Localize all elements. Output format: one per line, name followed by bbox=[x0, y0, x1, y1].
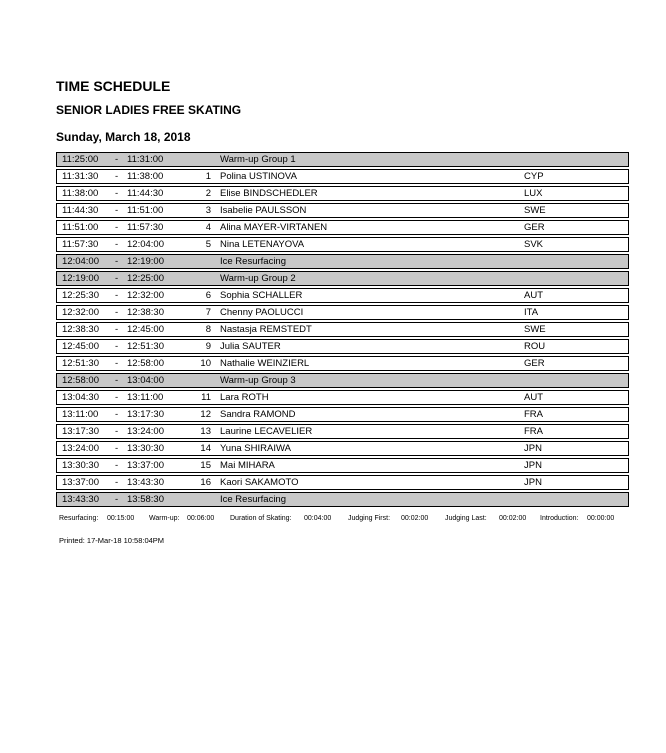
time-separator: - bbox=[115, 358, 119, 369]
break-label: Warm-up Group 3 bbox=[220, 375, 296, 386]
start-number: 13 bbox=[200, 426, 211, 437]
nation-code: GER bbox=[524, 222, 545, 233]
skater-name: Kaori SAKAMOTO bbox=[220, 477, 299, 488]
skater-name: Mai MIHARA bbox=[220, 460, 275, 471]
start-number: 10 bbox=[200, 358, 211, 369]
time-separator: - bbox=[115, 171, 119, 182]
end-time: 13:17:30 bbox=[127, 409, 164, 420]
printed-timestamp: Printed: 17-Mar-18 10:58:04PM bbox=[59, 536, 165, 545]
start-number: 16 bbox=[200, 477, 211, 488]
start-time: 13:43:30 bbox=[62, 494, 99, 505]
page-title: TIME SCHEDULE bbox=[56, 78, 171, 94]
start-time: 11:51:00 bbox=[62, 222, 99, 233]
time-separator: - bbox=[115, 460, 119, 471]
schedule-skater-row bbox=[56, 339, 629, 354]
start-number: 14 bbox=[200, 443, 211, 454]
end-time: 13:04:00 bbox=[127, 375, 164, 386]
time-separator: - bbox=[115, 188, 119, 199]
start-number: 11 bbox=[201, 392, 211, 403]
schedule-skater-row bbox=[56, 288, 629, 303]
time-separator: - bbox=[115, 205, 119, 216]
start-time: 13:11:00 bbox=[62, 409, 99, 420]
schedule-table bbox=[56, 152, 629, 509]
end-time: 12:25:00 bbox=[127, 273, 164, 284]
start-number: 7 bbox=[205, 307, 211, 318]
skater-name: Julia SAUTER bbox=[220, 341, 281, 352]
end-time: 13:24:00 bbox=[127, 426, 164, 437]
schedule-skater-row bbox=[56, 169, 629, 184]
time-separator: - bbox=[115, 392, 119, 403]
end-time: 13:58:30 bbox=[127, 494, 164, 505]
nation-code: GER bbox=[524, 358, 545, 369]
start-time: 12:51:30 bbox=[62, 358, 99, 369]
event-date: Sunday, March 18, 2018 bbox=[56, 130, 191, 144]
schedule-skater-row bbox=[56, 390, 629, 405]
start-time: 12:58:00 bbox=[62, 375, 99, 386]
start-number: 1 bbox=[205, 171, 211, 182]
skater-name: Alina MAYER-VIRTANEN bbox=[220, 222, 328, 233]
schedule-break-row bbox=[56, 373, 629, 388]
time-separator: - bbox=[115, 239, 119, 250]
skater-name: Chenny PAOLUCCI bbox=[220, 307, 304, 318]
nation-code: ITA bbox=[524, 307, 539, 318]
start-number: 12 bbox=[200, 409, 211, 420]
end-time: 12:19:00 bbox=[127, 256, 164, 267]
start-number: 5 bbox=[205, 239, 211, 250]
start-time: 12:38:30 bbox=[62, 324, 99, 335]
resurfacing-label: Resurfacing: bbox=[59, 515, 99, 522]
end-time: 11:31:00 bbox=[127, 154, 164, 165]
start-time: 13:24:00 bbox=[62, 443, 99, 454]
start-time: 11:44:30 bbox=[62, 205, 99, 216]
start-time: 12:32:00 bbox=[62, 307, 99, 318]
skater-name: Sophia SCHALLER bbox=[220, 290, 303, 301]
introduction-value: 00:00:00 bbox=[587, 515, 615, 522]
skater-name: Nathalie WEINZIERL bbox=[220, 358, 310, 369]
start-number: 4 bbox=[205, 222, 211, 233]
schedule-skater-row bbox=[56, 441, 629, 456]
duration-value: 00:04:00 bbox=[304, 515, 332, 522]
start-number: 9 bbox=[205, 341, 211, 352]
schedule-break-row bbox=[56, 254, 629, 269]
time-separator: - bbox=[115, 307, 119, 318]
time-separator: - bbox=[115, 273, 119, 284]
break-label: Warm-up Group 2 bbox=[220, 273, 296, 284]
nation-code: AUT bbox=[524, 392, 543, 403]
schedule-skater-row bbox=[56, 356, 629, 371]
time-separator: - bbox=[115, 324, 119, 335]
end-time: 12:45:00 bbox=[127, 324, 164, 335]
start-time: 11:38:00 bbox=[62, 188, 99, 199]
break-label: Ice Resurfacing bbox=[220, 256, 287, 267]
nation-code: SWE bbox=[524, 205, 546, 216]
time-separator: - bbox=[115, 222, 119, 233]
end-time: 12:04:00 bbox=[127, 239, 164, 250]
end-time: 13:30:30 bbox=[127, 443, 164, 454]
schedule-skater-row bbox=[56, 203, 629, 218]
nation-code: ROU bbox=[524, 341, 546, 352]
end-time: 13:11:00 bbox=[127, 392, 164, 403]
nation-code: LUX bbox=[524, 188, 543, 199]
time-separator: - bbox=[115, 409, 119, 420]
start-time: 12:25:30 bbox=[62, 290, 99, 301]
start-number: 6 bbox=[205, 290, 211, 301]
nation-code: SVK bbox=[524, 239, 544, 250]
event-subtitle: SENIOR LADIES FREE SKATING bbox=[56, 103, 242, 117]
start-number: 8 bbox=[205, 324, 211, 335]
schedule-skater-row bbox=[56, 407, 629, 422]
schedule-skater-row bbox=[56, 237, 629, 252]
start-time: 13:17:30 bbox=[62, 426, 99, 437]
start-time: 12:04:00 bbox=[62, 256, 99, 267]
time-separator: - bbox=[115, 256, 119, 267]
time-separator: - bbox=[115, 341, 119, 352]
end-time: 11:57:30 bbox=[127, 222, 164, 233]
judging-first-value: 00:02:00 bbox=[401, 515, 429, 522]
schedule-break-row bbox=[56, 152, 629, 167]
start-time: 13:04:30 bbox=[62, 392, 99, 403]
end-time: 12:32:00 bbox=[127, 290, 164, 301]
start-time: 11:25:00 bbox=[62, 154, 99, 165]
skater-name: Isabelie PAULSSON bbox=[220, 205, 307, 216]
end-time: 13:43:30 bbox=[127, 477, 164, 488]
start-number: 2 bbox=[205, 188, 211, 199]
time-separator: - bbox=[115, 443, 119, 454]
judging-first-label: Judging First: bbox=[348, 515, 391, 522]
skater-name: Yuna SHIRAIWA bbox=[220, 443, 291, 454]
judging-last-value: 00:02:00 bbox=[499, 515, 527, 522]
duration-label: Duration of Skating: bbox=[230, 515, 292, 522]
schedule-break-row bbox=[56, 271, 629, 286]
schedule-break-row bbox=[56, 492, 629, 507]
end-time: 12:58:00 bbox=[127, 358, 164, 369]
schedule-settings-footer bbox=[56, 514, 629, 526]
start-number: 3 bbox=[205, 205, 211, 216]
start-time: 12:19:00 bbox=[62, 273, 99, 284]
break-label: Ice Resurfacing bbox=[220, 494, 287, 505]
skater-name: Polina USTINOVA bbox=[220, 171, 297, 182]
start-number: 15 bbox=[200, 460, 211, 471]
break-label: Warm-up Group 1 bbox=[220, 154, 296, 165]
skater-name: Laurine LECAVELIER bbox=[220, 426, 313, 437]
nation-code: FRA bbox=[524, 409, 543, 420]
end-time: 11:38:00 bbox=[127, 171, 164, 182]
skater-name: Elise BINDSCHEDLER bbox=[220, 188, 318, 199]
end-time: 11:51:00 bbox=[127, 205, 164, 216]
start-time: 13:37:00 bbox=[62, 477, 99, 488]
schedule-skater-row bbox=[56, 322, 629, 337]
schedule-skater-row bbox=[56, 458, 629, 473]
schedule-skater-row bbox=[56, 475, 629, 490]
warmup-value: 00:06:00 bbox=[187, 515, 215, 522]
introduction-label: Introduction: bbox=[540, 515, 579, 522]
time-separator: - bbox=[115, 426, 119, 437]
time-separator: - bbox=[115, 477, 119, 488]
schedule-skater-row bbox=[56, 186, 629, 201]
end-time: 12:51:30 bbox=[127, 341, 164, 352]
nation-code: AUT bbox=[524, 290, 543, 301]
schedule-skater-row bbox=[56, 305, 629, 320]
time-separator: - bbox=[115, 290, 119, 301]
start-time: 11:57:30 bbox=[62, 239, 99, 250]
time-separator: - bbox=[115, 154, 119, 165]
schedule-skater-row bbox=[56, 220, 629, 235]
judging-last-label: Judging Last: bbox=[445, 515, 487, 522]
nation-code: FRA bbox=[524, 426, 543, 437]
warmup-label: Warm-up: bbox=[149, 515, 180, 522]
resurfacing-value: 00:15:00 bbox=[107, 515, 135, 522]
skater-name: Lara ROTH bbox=[220, 392, 269, 403]
nation-code: JPN bbox=[524, 477, 542, 488]
start-time: 12:45:00 bbox=[62, 341, 99, 352]
start-time: 13:30:30 bbox=[62, 460, 99, 471]
skater-name: Nastasja REMSTEDT bbox=[220, 324, 312, 335]
nation-code: SWE bbox=[524, 324, 546, 335]
skater-name: Sandra RAMOND bbox=[220, 409, 296, 420]
nation-code: JPN bbox=[524, 460, 542, 471]
time-separator: - bbox=[115, 375, 119, 386]
time-separator: - bbox=[115, 494, 119, 505]
end-time: 11:44:30 bbox=[127, 188, 164, 199]
end-time: 13:37:00 bbox=[127, 460, 164, 471]
skater-name: Nina LETENAYOVA bbox=[220, 239, 305, 250]
end-time: 12:38:30 bbox=[127, 307, 164, 318]
nation-code: JPN bbox=[524, 443, 542, 454]
nation-code: CYP bbox=[524, 171, 544, 182]
start-time: 11:31:30 bbox=[62, 171, 99, 182]
schedule-skater-row bbox=[56, 424, 629, 439]
